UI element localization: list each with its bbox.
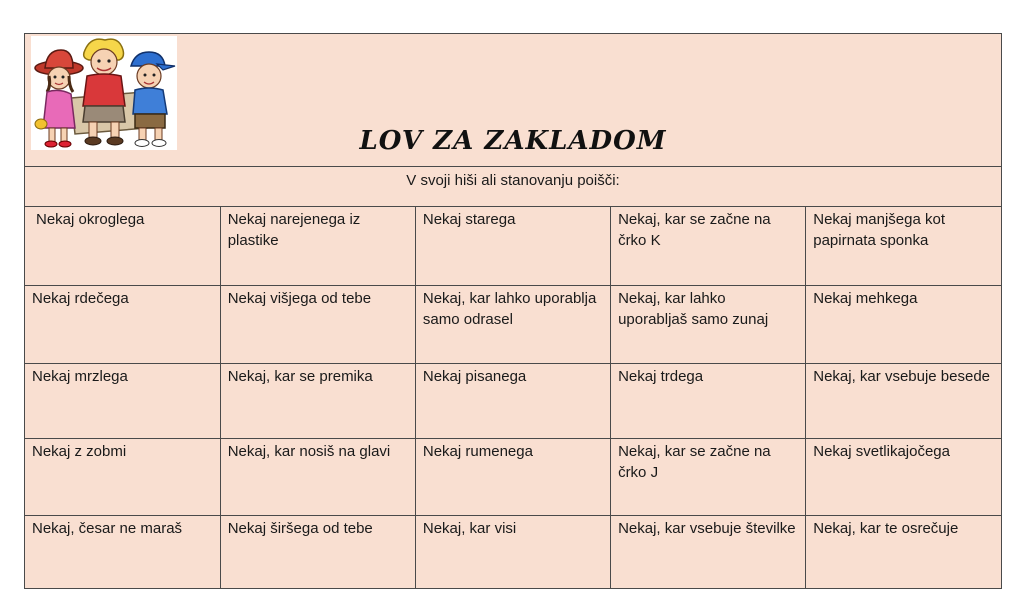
grid-row [25,285,1001,363]
header-section [25,34,1001,167]
grid-cell: Nekaj rumenega [415,438,610,515]
grid-cell: Nekaj trdega [611,363,806,438]
grid-row [25,438,1001,515]
grid-cell: Nekaj, kar se začne na črko K [611,207,806,285]
instruction-text: V svoji hiši ali stanovanju poišči: [25,167,1001,207]
grid-cell: Nekaj narejenega iz plastike [220,207,415,285]
grid-cell: Nekaj mehkega [806,285,1001,363]
grid-cell: Nekaj, kar lahko uporablja samo odrasel [415,285,610,363]
grid-cell: Nekaj, kar vsebuje številke [611,515,806,589]
grid-cell: Nekaj svetlikajočega [806,438,1001,515]
grid-cell: Nekaj z zobmi [25,438,220,515]
grid-row [25,515,1001,589]
grid-cell: Nekaj okroglega [25,207,220,285]
grid-cell: Nekaj, kar se premika [220,363,415,438]
grid-row [25,207,1001,285]
grid-cell: Nekaj, kar te osrečuje [806,515,1001,589]
grid-cell: Nekaj, česar ne maraš [25,515,220,589]
grid-row [25,363,1001,438]
grid-cell: Nekaj manjšega kot papirnata sponka [806,207,1001,285]
grid-cell: Nekaj višjega od tebe [220,285,415,363]
grid-cell: Nekaj mrzlega [25,363,220,438]
grid-cell: Nekaj, kar lahko uporabljaš samo zunaj [611,285,806,363]
treasure-hunt-grid [25,207,1001,589]
grid-cell: Nekaj, kar vsebuje besede [806,363,1001,438]
grid-cell: Nekaj, kar se začne na črko J [611,438,806,515]
worksheet [24,33,1002,589]
grid-cell: Nekaj starega [415,207,610,285]
grid-cell: Nekaj pisanega [415,363,610,438]
grid-cell: Nekaj rdečega [25,285,220,363]
grid-cell: Nekaj, kar nosiš na glavi [220,438,415,515]
worksheet-title: LOV ZA ZAKLADOM [359,126,667,156]
grid-cell: Nekaj širšega od tebe [220,515,415,589]
grid-cell: Nekaj, kar visi [415,515,610,589]
